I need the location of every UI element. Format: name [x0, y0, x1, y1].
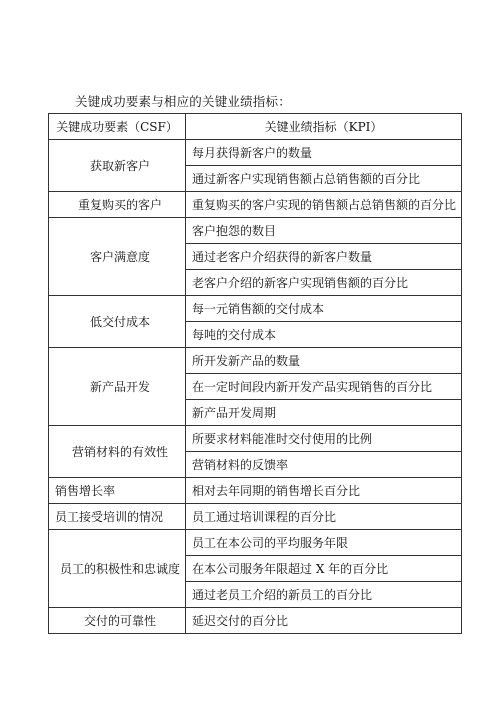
kpi-cell: 通过老员工介绍的新员工的百分比: [186, 582, 462, 608]
kpi-cell: 所开发新产品的数量: [186, 348, 462, 374]
kpi-cell: 新产品开发周期: [186, 400, 462, 426]
table-row: [49, 192, 462, 218]
header-csf: 关键成功要素（CSF）: [49, 114, 186, 140]
kpi-cell: 每一元销售额的交付成本: [186, 296, 462, 322]
csf-cell: 重复购买的客户: [49, 192, 186, 218]
csf-kpi-table: [48, 113, 462, 634]
kpi-cell: 每月获得新客户的数量: [186, 140, 462, 166]
kpi-cell: 重复购买的客户实现的销售额占总销售额的百分比: [186, 192, 462, 218]
csf-cell: 新产品开发: [49, 348, 186, 426]
csf-cell: 员工的积极性和忠诚度: [49, 530, 186, 608]
kpi-cell: 员工在本公司的平均服务年限: [186, 530, 462, 556]
csf-cell: 销售增长率: [49, 478, 186, 504]
table-body: [49, 140, 462, 634]
kpi-cell: 员工通过培训课程的百分比: [186, 504, 462, 530]
kpi-cell: 在一定时间段内新开发产品实现销售的百分比: [186, 374, 462, 400]
table-header-row: [49, 114, 462, 140]
table-row: [49, 530, 462, 556]
kpi-cell: 通过新客户实现销售额占总销售额的百分比: [186, 166, 462, 192]
kpi-cell: 营销材料的反馈率: [186, 452, 462, 478]
kpi-cell: 老客户介绍的新客户实现销售额的百分比: [186, 270, 462, 296]
kpi-cell: 每吨的交付成本: [186, 322, 462, 348]
table-row: [49, 218, 462, 244]
header-kpi: 关键业绩指标（KPI）: [186, 114, 462, 140]
kpi-cell: 客户抱怨的数目: [186, 218, 462, 244]
csf-cell: 营销材料的有效性: [49, 426, 186, 478]
csf-cell: 低交付成本: [49, 296, 186, 348]
table-row: [49, 608, 462, 634]
csf-cell: 交付的可靠性: [49, 608, 186, 634]
table-row: [49, 140, 462, 166]
csf-cell: 获取新客户: [49, 140, 186, 192]
kpi-cell: 所要求材料能准时交付使用的比例: [186, 426, 462, 452]
kpi-cell: 通过老客户介绍获得的新客户数量: [186, 244, 462, 270]
kpi-cell: 在本公司服务年限超过 X 年的百分比: [186, 556, 462, 582]
kpi-cell: 延迟交付的百分比: [186, 608, 462, 634]
kpi-cell: 相对去年同期的销售增长百分比: [186, 478, 462, 504]
csf-cell: 员工接受培训的情况: [49, 504, 186, 530]
document-heading: 关键成功要素与相应的关键业绩指标：: [75, 94, 291, 109]
table-row: [49, 348, 462, 374]
csf-cell: 客户满意度: [49, 218, 186, 296]
table-row: [49, 478, 462, 504]
table-row: [49, 296, 462, 322]
table-row: [49, 504, 462, 530]
table-row: [49, 426, 462, 452]
